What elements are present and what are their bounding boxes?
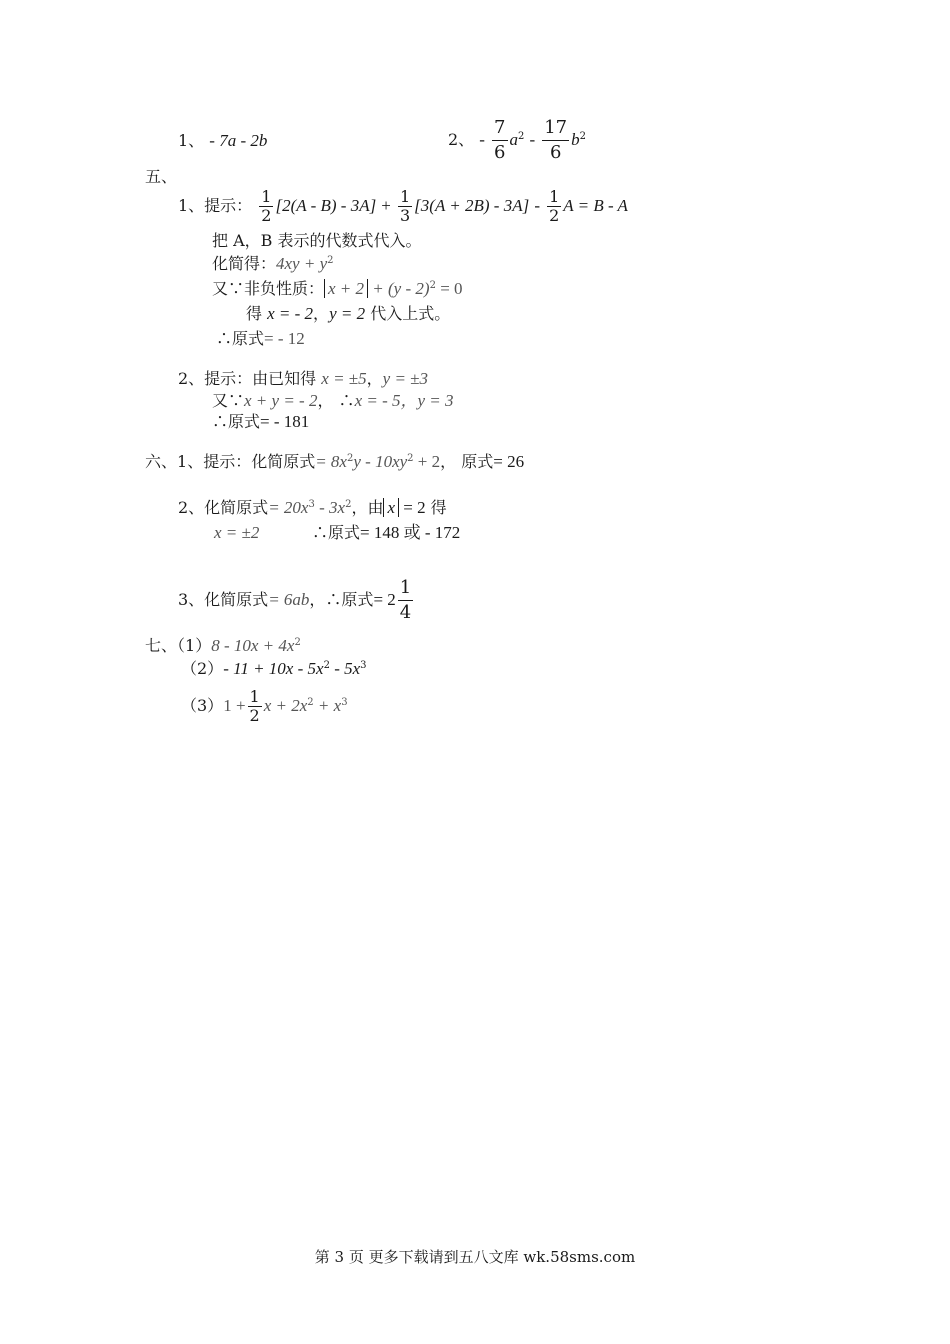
math-op: -	[529, 130, 536, 149]
line-text: ，由	[351, 498, 384, 517]
math-expression: x = ±2	[214, 523, 260, 542]
exponent: 3	[360, 660, 367, 671]
numerator: 1	[399, 187, 411, 206]
exponent: 3	[341, 697, 348, 708]
absolute-value: x + 2	[324, 279, 368, 298]
fraction	[398, 188, 412, 225]
math-expression: 8 - 10x + 4x	[211, 636, 295, 655]
line-text: 代入上式。	[370, 304, 451, 323]
answer-6-2	[178, 498, 447, 521]
math-expression: = 6ab	[268, 590, 310, 609]
answer-5-1-line3	[212, 254, 334, 277]
line-text: ，∴原式	[309, 590, 374, 609]
math-op: -	[534, 196, 540, 215]
item-label: 1、	[178, 131, 205, 150]
fraction	[547, 188, 561, 225]
answer-4-2	[448, 116, 586, 165]
numerator: 1	[549, 187, 560, 206]
math-expression: - 3x	[314, 498, 346, 517]
numerator: 7	[492, 116, 507, 141]
variable: a	[509, 130, 518, 149]
section-heading-7: 七、	[145, 636, 178, 655]
numerator: 1	[249, 687, 260, 706]
separator: ，	[313, 304, 330, 323]
math-expression: = 8x	[315, 452, 347, 471]
math-expression: = 26	[493, 452, 525, 471]
item-label: 2、提示：由已知得	[178, 369, 317, 388]
answer-5-1-result	[216, 329, 305, 349]
math-expression: = 148 或 - 172	[360, 523, 461, 542]
answer-5-1-line2: 把 A，B 表示的代数式代入。	[212, 231, 422, 250]
math-expression: + x	[313, 696, 342, 715]
separator: ，	[440, 452, 457, 471]
absolute-value: x	[383, 498, 399, 517]
exponent: 2	[429, 280, 436, 291]
item-label: 3、化简原式	[178, 590, 269, 609]
page-footer: 第 3 页 更多下载请到五八文库 wk.58sms.com	[314, 1248, 636, 1266]
line-label: ∴原式	[312, 523, 361, 542]
fraction	[398, 576, 413, 625]
line-text: 得	[425, 498, 447, 517]
math-expression: y = 2	[329, 304, 366, 323]
denominator: 2	[249, 706, 260, 725]
exponent: 2	[407, 453, 414, 464]
answer-5-1-hint	[178, 188, 628, 225]
denominator: 2	[261, 206, 272, 225]
exponent: 2	[579, 131, 587, 142]
line-text: ， ∴	[317, 391, 355, 410]
math-op: +	[381, 196, 391, 215]
math-expression: = 2	[399, 498, 426, 517]
fraction	[259, 188, 273, 225]
denominator: 2	[549, 206, 560, 225]
answer-7-1	[145, 636, 301, 659]
denominator: 3	[399, 206, 411, 225]
math-expression: A = B - A	[563, 196, 628, 215]
math-expression: 1 +	[223, 696, 246, 715]
numerator: 17	[542, 116, 569, 141]
exponent: 2	[307, 697, 314, 708]
math-expression: y - 10xy	[353, 452, 408, 471]
section-heading-5: 五、	[145, 167, 178, 186]
exponent: 2	[518, 131, 525, 142]
line-label: 又∵	[212, 391, 245, 410]
math-op: -	[479, 130, 485, 149]
answer-5-2-hint	[178, 369, 428, 389]
item-label: （3）	[181, 696, 224, 715]
math-expression: - 5x	[329, 659, 361, 678]
math-expression: = 20x	[268, 498, 309, 517]
math-expression: x + y = - 2	[244, 391, 318, 410]
math-expression: [2(A - B) - 3A]	[275, 196, 377, 215]
answer-5-2-line2	[212, 391, 454, 411]
math-expression: y = ±3	[382, 369, 429, 388]
line-label: 化简得：	[212, 254, 277, 273]
exponent: 3	[308, 499, 315, 510]
math-expression: = - 12	[264, 329, 305, 348]
answer-5-2-result	[212, 412, 309, 432]
line-label: 原式	[461, 452, 494, 471]
exponent: 2	[294, 637, 301, 648]
item-label: 1、提示：化简原式	[177, 452, 316, 471]
answer-4-1	[178, 131, 267, 151]
item-label: 2、	[448, 130, 475, 149]
item-label: 2、化简原式	[178, 498, 269, 517]
math-expression: - 11 + 10x - 5x	[223, 659, 324, 678]
exponent: 2	[323, 660, 330, 671]
math-expression: + (y - 2)	[368, 279, 430, 298]
item-label: 1、提示：	[178, 196, 253, 215]
answer-6-2-line2	[214, 523, 460, 543]
line-label: 得	[246, 304, 263, 323]
line-label: ∴原式	[212, 412, 261, 431]
denominator: 6	[494, 142, 506, 163]
math-expression: [3(A + 2B) - 3A]	[414, 196, 530, 215]
math-expression: x + 2x	[263, 696, 308, 715]
exponent: 2	[346, 453, 354, 464]
exponent: 2	[327, 255, 334, 266]
denominator: 6	[549, 142, 562, 163]
math-expression: = - 181	[260, 412, 310, 431]
answer-6-1	[145, 452, 524, 475]
math-expression: x = ±5	[321, 369, 367, 388]
math-expression: x = - 5，y = 3	[354, 391, 454, 410]
exponent: 2	[345, 499, 352, 510]
fraction	[542, 116, 569, 165]
answer-5-1-line4	[212, 279, 463, 302]
item-label: （1）	[177, 636, 212, 655]
line-label: 又∵非负性质：	[212, 279, 325, 298]
math-expression: + 2	[413, 452, 441, 471]
answer-6-3	[178, 576, 415, 625]
answer-7-2	[181, 659, 367, 682]
line-label: ∴原式	[216, 329, 265, 348]
math-expression: - 7a - 2b	[209, 131, 268, 150]
variable: b	[571, 130, 580, 149]
answer-7-3	[181, 688, 348, 725]
denominator: 4	[399, 602, 412, 623]
separator: ，	[366, 369, 383, 388]
fraction	[492, 116, 507, 165]
fraction	[248, 688, 262, 725]
math-expression: x = - 2	[267, 304, 314, 323]
item-label: （2）	[181, 659, 224, 678]
section-heading-6: 六、	[145, 452, 178, 471]
math-expression: = 2	[373, 590, 396, 609]
math-expression: 4xy + y	[276, 254, 328, 273]
numerator: 1	[261, 187, 272, 206]
math-expression: = 0	[435, 279, 463, 298]
numerator: 1	[398, 576, 413, 601]
answer-5-1-line5	[246, 304, 450, 324]
